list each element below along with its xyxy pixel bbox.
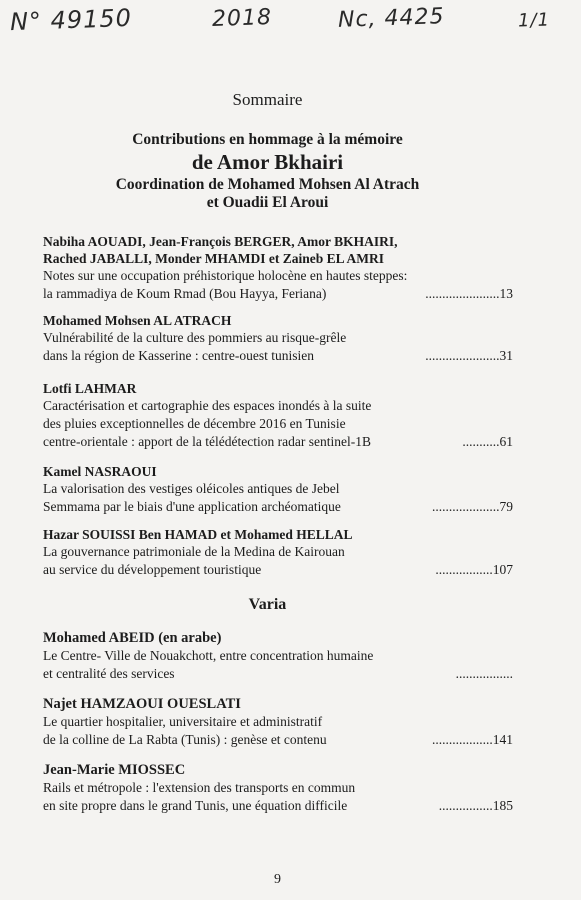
entry-title-text: de la colline de La Rabta (Tunis) : genèse et contenu (43, 732, 327, 747)
entry-page: ................. (455, 666, 513, 681)
entry-authors: Lotfi LAHMAR (43, 381, 137, 396)
entry-title-line: La valorisation des vestiges oléicoles antiques de Jebel (43, 481, 340, 496)
handwritten-volume-mark: 1/1 (517, 9, 551, 32)
entry-title-line: Le quartier hospitalier, universitaire et administratif (43, 714, 323, 729)
toc-entry (43, 463, 513, 516)
entry-title-line: Caractérisation et cartographie des espaces inondés à la suite (43, 398, 372, 413)
entry-title-line (43, 285, 513, 303)
entry-authors: Jean-Marie MIOSSEC (43, 762, 186, 778)
entry-page: ...........61 (462, 434, 513, 449)
entry-authors: Najet HAMZAOUI OUESLATI (43, 696, 241, 712)
entry-title-line: La gouvernance patrimoniale de la Medina de Kairouan (43, 544, 345, 559)
entry-title-line (43, 498, 513, 516)
entry-authors: Kamel NASRAOUI (43, 464, 157, 479)
entry-title-line: Le Centre- Ville de Nouakchott, entre concentration humaine (43, 648, 374, 663)
entry-title-text: en site propre dans le grand Tunis, une équation difficile (43, 798, 348, 813)
toc-entry (43, 696, 513, 749)
entry-page: ......................31 (425, 348, 513, 363)
entry-authors: Hazar SOUISSI Ben HAMAD et Mohamed HELLAL (43, 527, 353, 542)
entry-title-text: dans la région de Kasserine : centre-ouest tunisien (43, 348, 315, 363)
handwritten-year: 2018 (211, 4, 273, 33)
toc-entry (43, 526, 513, 579)
entry-page: ................185 (438, 798, 513, 813)
toc-entry (43, 380, 513, 451)
entry-authors: Mohamed Mohsen AL ATRACH (43, 313, 232, 328)
entry-title-line (43, 561, 513, 579)
section-heading-line-1: Contributions en hommage à la mémoire (132, 131, 403, 148)
section-heading-honoree: de Amor Bkhairi (191, 150, 344, 174)
handwritten-accession-number: N° 49150 (9, 3, 133, 37)
entry-title-text: au service du développement touristique (43, 562, 262, 577)
entry-title-line (43, 433, 513, 451)
entry-page: ....................79 (432, 499, 513, 514)
entry-title-line: Vulnérabilité de la culture des pommiers au risque-grêle (43, 330, 347, 345)
coordination-line-2: et Ouadii El Aroui (206, 194, 329, 211)
entry-title-text: centre-orientale : apport de la télédétection radar sentinel-1B (43, 434, 371, 449)
toc-entry (43, 762, 513, 815)
toc-entry (43, 630, 513, 683)
handwritten-catalog-code: Nc, 4425 (337, 4, 445, 33)
entry-page: ......................13 (425, 286, 513, 301)
page-number: 9 (274, 872, 281, 887)
entry-title-line: Notes sur une occupation préhistorique holocène en hautes steppes: (43, 268, 408, 283)
entry-title-line: Rails et métropole : l'extension des transports en commun (43, 780, 356, 795)
entry-authors: Nabiha AOUADI, Jean-François BERGER, Amor BKHAIRI, (43, 234, 398, 249)
entry-authors: Mohamed ABEID (en arabe) (43, 630, 222, 646)
entry-title-text: Semmama par le biais d'une application archéomatique (43, 499, 341, 514)
entry-title-text: la rammadiya de Koum Rmad (Bou Hayya, Feriana) (43, 286, 327, 301)
toc-entry (43, 312, 513, 365)
varia-heading: Varia (248, 596, 287, 613)
entry-title-line: des pluies exceptionnelles de décembre 2016 en Tunisie (43, 416, 346, 431)
page-title: Sommaire (232, 90, 303, 109)
entry-authors: Rached JABALLI, Monder MHAMDI et Zaineb EL AMRI (43, 251, 385, 266)
coordination-line-1: Coordination de Mohamed Mohsen Al Atrach (115, 176, 420, 193)
toc-entry (43, 233, 513, 303)
entry-title-text: et centralité des services (43, 666, 175, 681)
entry-page: .................107 (435, 562, 513, 577)
entry-title-line (43, 347, 513, 365)
entry-title-line (43, 797, 513, 815)
entry-page: ..................141 (432, 732, 513, 747)
entry-title-line (43, 665, 513, 683)
entry-title-line (43, 731, 513, 749)
